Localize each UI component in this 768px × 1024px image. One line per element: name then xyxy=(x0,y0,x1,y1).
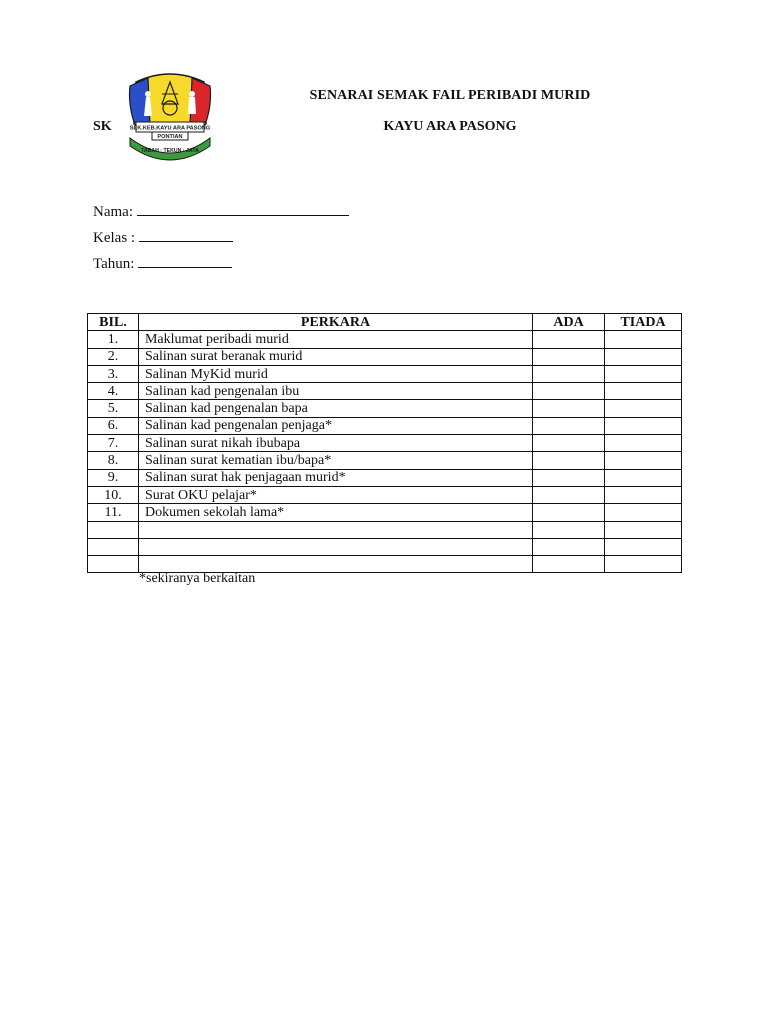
table-row xyxy=(88,538,682,555)
row-item: Dokumen sekolah lama* xyxy=(138,504,532,521)
table-row xyxy=(88,504,682,521)
table-row xyxy=(88,521,682,538)
row-item xyxy=(138,538,532,555)
table-row xyxy=(88,400,682,417)
tiada-checkbox-cell[interactable] xyxy=(605,504,682,521)
row-number: 4. xyxy=(88,383,139,400)
ada-checkbox-cell[interactable] xyxy=(533,486,605,503)
logo-motto-text: TABAH · TEKUN · JAYA xyxy=(141,148,199,154)
class-field xyxy=(93,227,233,247)
table-row xyxy=(88,365,682,382)
ada-checkbox-cell[interactable] xyxy=(533,365,605,382)
table-row xyxy=(88,486,682,503)
logo-place-text: PONTIAN xyxy=(157,134,183,140)
table-row xyxy=(88,435,682,452)
ada-checkbox-cell[interactable] xyxy=(533,383,605,400)
row-number xyxy=(88,556,139,573)
tiada-checkbox-cell[interactable] xyxy=(605,556,682,573)
tiada-checkbox-cell[interactable] xyxy=(605,469,682,486)
row-item: Salinan surat kematian ibu/bapa* xyxy=(138,452,532,469)
row-item: Surat OKU pelajar* xyxy=(138,486,532,503)
tiada-checkbox-cell[interactable] xyxy=(605,417,682,434)
row-item: Salinan MyKid murid xyxy=(138,365,532,382)
row-number: 7. xyxy=(88,435,139,452)
school-crest-logo xyxy=(126,64,214,166)
ada-checkbox-cell[interactable] xyxy=(533,417,605,434)
row-number: 1. xyxy=(88,331,139,348)
tiada-checkbox-cell[interactable] xyxy=(605,521,682,538)
row-item: Salinan kad pengenalan penjaga* xyxy=(138,417,532,434)
document-title: SENARAI SEMAK FAIL PERIBADI MURID xyxy=(309,88,591,103)
class-blank-line[interactable] xyxy=(139,227,233,242)
row-number xyxy=(88,521,139,538)
tiada-checkbox-cell[interactable] xyxy=(605,452,682,469)
row-number: 5. xyxy=(88,400,139,417)
ada-checkbox-cell[interactable] xyxy=(533,504,605,521)
year-label: Tahun: xyxy=(93,256,135,272)
footnote: *sekiranya berkaitan xyxy=(139,571,256,586)
row-number: 11. xyxy=(88,504,139,521)
year-blank-line[interactable] xyxy=(138,253,232,268)
ada-checkbox-cell[interactable] xyxy=(533,400,605,417)
tiada-checkbox-cell[interactable] xyxy=(605,486,682,503)
tiada-checkbox-cell[interactable] xyxy=(605,365,682,382)
table-row xyxy=(88,469,682,486)
tiada-checkbox-cell[interactable] xyxy=(605,348,682,365)
class-label: Kelas : xyxy=(93,230,136,246)
tiada-checkbox-cell[interactable] xyxy=(605,400,682,417)
tiada-checkbox-cell[interactable] xyxy=(605,383,682,400)
table-row xyxy=(88,383,682,400)
table-row xyxy=(88,417,682,434)
tiada-checkbox-cell[interactable] xyxy=(605,331,682,348)
row-number: 9. xyxy=(88,469,139,486)
row-item: Salinan kad pengenalan ibu xyxy=(138,383,532,400)
row-number: 6. xyxy=(88,417,139,434)
row-number xyxy=(88,538,139,555)
row-item: Salinan kad pengenalan bapa xyxy=(138,400,532,417)
table-row xyxy=(88,331,682,348)
ada-checkbox-cell[interactable] xyxy=(533,348,605,365)
school-prefix: SK xyxy=(93,119,112,134)
year-field xyxy=(93,253,232,273)
row-item: Maklumat peribadi murid xyxy=(138,331,532,348)
logo-banner-text: SEK.KEB.KAYU ARA PASONG xyxy=(129,125,211,132)
checklist-table xyxy=(87,313,682,573)
row-number: 8. xyxy=(88,452,139,469)
name-blank-line[interactable] xyxy=(137,201,349,216)
row-number: 10. xyxy=(88,486,139,503)
name-field xyxy=(93,201,349,221)
row-number: 2. xyxy=(88,348,139,365)
row-item: Salinan surat beranak murid xyxy=(138,348,532,365)
ada-checkbox-cell[interactable] xyxy=(533,521,605,538)
header-bil: BIL. xyxy=(88,314,139,331)
header-tiada: TIADA xyxy=(605,314,682,331)
row-number: 3. xyxy=(88,365,139,382)
name-label: Nama: xyxy=(93,204,133,220)
row-item xyxy=(138,521,532,538)
school-name: KAYU ARA PASONG xyxy=(383,119,517,134)
tiada-checkbox-cell[interactable] xyxy=(605,538,682,555)
ada-checkbox-cell[interactable] xyxy=(533,452,605,469)
tiada-checkbox-cell[interactable] xyxy=(605,435,682,452)
ada-checkbox-cell[interactable] xyxy=(533,435,605,452)
ada-checkbox-cell[interactable] xyxy=(533,538,605,555)
table-header-row xyxy=(88,314,682,331)
table-row xyxy=(88,348,682,365)
header-ada: ADA xyxy=(533,314,605,331)
row-item: Salinan surat nikah ibubapa xyxy=(138,435,532,452)
header-perkara: PERKARA xyxy=(138,314,532,331)
ada-checkbox-cell[interactable] xyxy=(533,556,605,573)
ada-checkbox-cell[interactable] xyxy=(533,469,605,486)
ada-checkbox-cell[interactable] xyxy=(533,331,605,348)
table-row xyxy=(88,452,682,469)
row-item: Salinan surat hak penjagaan murid* xyxy=(138,469,532,486)
